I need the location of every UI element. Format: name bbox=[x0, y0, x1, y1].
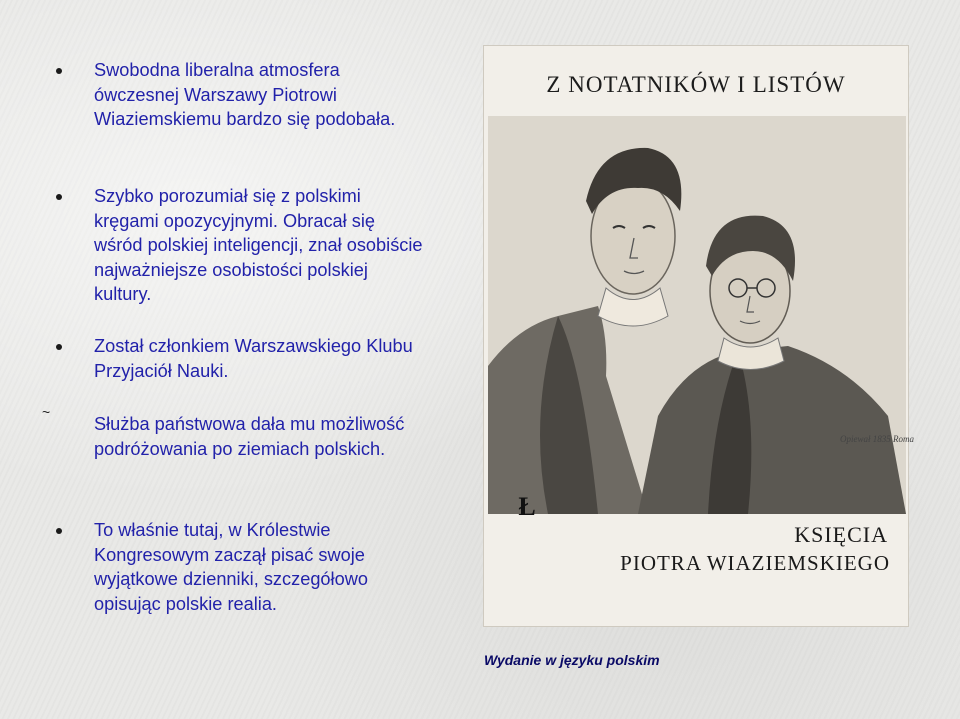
bullet-item bbox=[42, 404, 426, 461]
bullet-text: Swobodna liberalna atmosfera ówczesnej Warszawy Piotrowi Wiaziemskiemu bardzo się podobała. bbox=[94, 60, 396, 129]
bullet-item bbox=[56, 334, 426, 383]
publisher-logo-icon: Ł bbox=[518, 492, 536, 521]
bullet-item bbox=[56, 58, 426, 132]
inscription-text: Opiewał 1835 Roma bbox=[840, 434, 914, 444]
image-caption: Wydanie w języku polskim bbox=[484, 652, 660, 668]
book-cover-subtitle-line1: KSIĘCIA bbox=[794, 522, 888, 547]
bullet-item bbox=[56, 184, 426, 307]
bullet-dot-icon bbox=[56, 194, 62, 200]
bullet-item bbox=[56, 518, 426, 616]
book-cover-subtitle-line2: PIOTRA WIAZIEMSKIEGO bbox=[620, 551, 890, 575]
portrait-sketch-image bbox=[488, 116, 914, 514]
bullet-dot-icon bbox=[56, 68, 62, 74]
bullet-text: Szybko porozumiał się z polskimi kręgami opozycyjnymi. Obracał się wśród polskiej inteligencji, znał osobiście najważniejsze osobistości polskiej kultury. bbox=[94, 186, 423, 304]
bullet-dot-icon bbox=[56, 344, 62, 350]
book-cover-image bbox=[484, 46, 914, 626]
bullet-dot-icon bbox=[56, 528, 62, 534]
book-cover-title: Z NOTATNIKÓW I LISTÓW bbox=[546, 72, 846, 97]
bullet-text: To właśnie tutaj, w Królestwie Kongresowym zaczął pisać swoje wyjątkowe dzienniki, szczegółowo opisując polskie realia. bbox=[94, 520, 368, 614]
bullet-text: Został członkiem Warszawskiego Klubu Przyjaciół Nauki. bbox=[94, 336, 413, 381]
tilde-bullet-icon: ~ bbox=[42, 404, 51, 420]
bullet-text: Służba państwowa dała mu możliwość podróżowania po ziemiach polskich. bbox=[94, 414, 405, 459]
